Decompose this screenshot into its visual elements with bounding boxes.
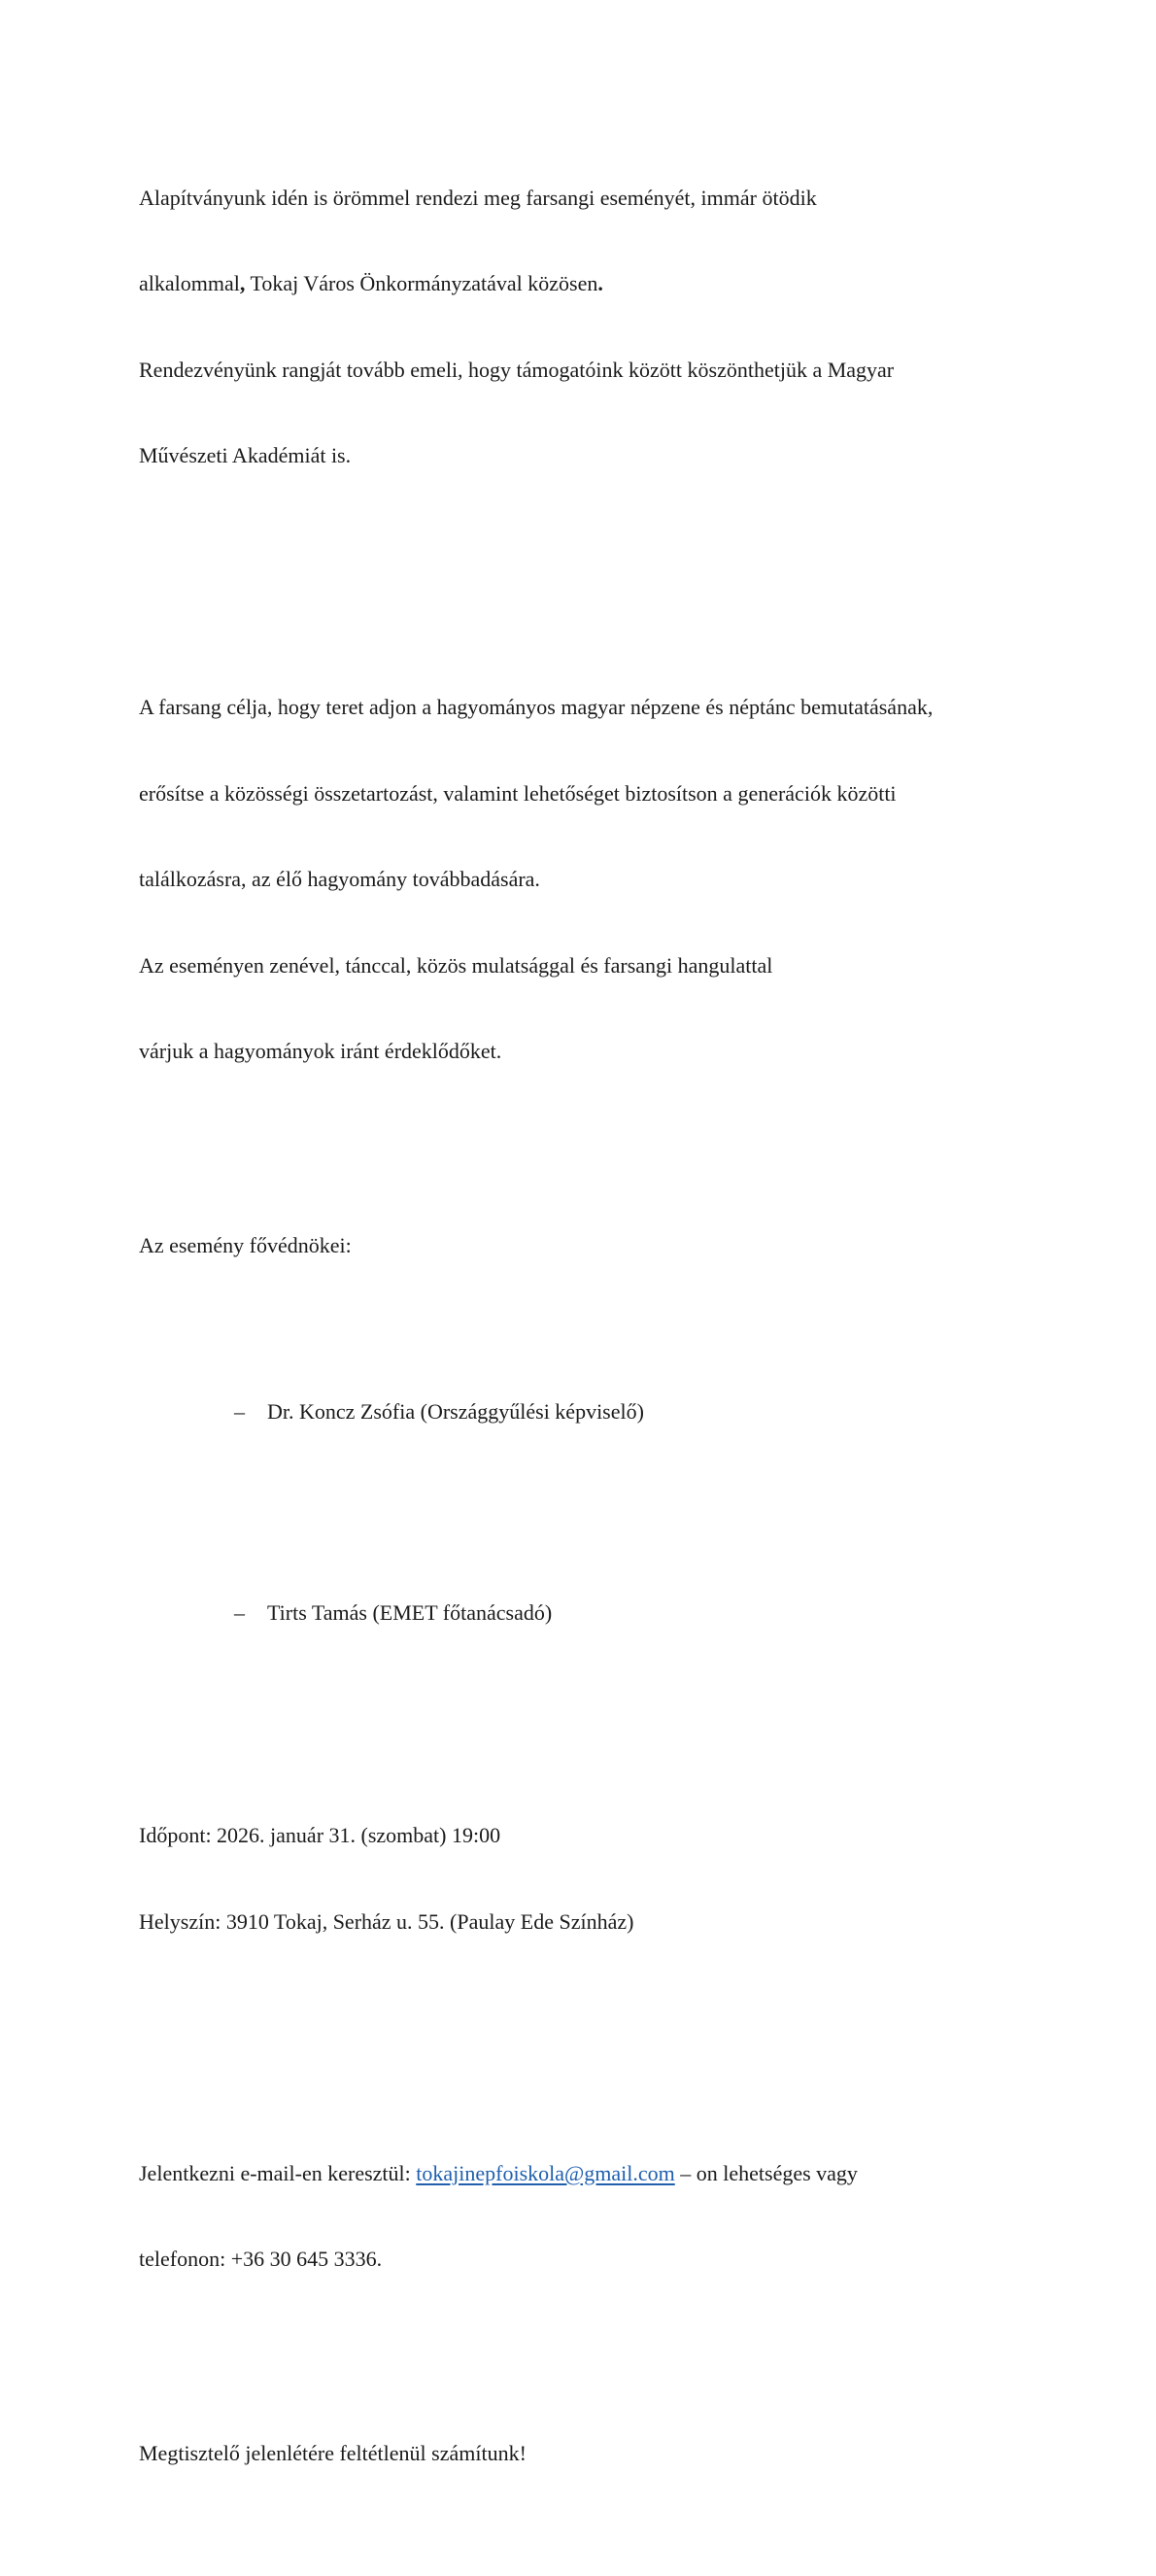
email-link[interactable]: tokajinepfoiskola@gmail.com: [416, 2160, 675, 2185]
purpose-line-5: várjuk a hagyományok iránt érdeklődőket.: [139, 1039, 502, 1063]
contact-text-before-link: Jelentkezni e-mail-en keresztül:: [139, 2160, 417, 2185]
patron-list-item: [139, 1569, 1071, 1656]
paragraph-contact: [139, 2102, 1071, 2331]
contact-line-2: telefonon: +36 30 645 3336.: [139, 2247, 383, 2271]
intro-line-3: Rendezvényünk rangját tovább emeli, hogy támogatóink között köszönthetjük a Magyar: [139, 357, 895, 382]
patrons-heading: Az esemény fővédnökei:: [139, 1233, 352, 1257]
paragraph-purpose: [139, 635, 1071, 1123]
purpose-line-2: erősítse a közösségi összetartozást, valamint lehetőséget biztosítson a generációk közötti: [139, 780, 897, 806]
bullet-dash: –: [234, 1599, 245, 1625]
patron-name: Tirts Tamás (EMET főtanácsadó): [267, 1599, 553, 1625]
event-datetime: Időpont: 2026. január 31. (szombat) 19:00: [139, 1823, 501, 1847]
intro-line-2-text: alkalommal: [139, 271, 240, 295]
patron-list-item: [139, 1368, 1071, 1455]
intro-line-2-rest: Tokaj Város Önkormányzatával közösen: [245, 271, 598, 295]
intro-line-4: Művészeti Akadémiát is.: [139, 443, 352, 467]
intro-bold-period: .: [597, 271, 603, 295]
paragraph-event-details: [139, 1764, 1071, 1993]
paragraph-intro: [139, 126, 1071, 528]
closing-line: Megtisztelő jelenlétére feltétlenül számítunk!: [139, 2441, 527, 2465]
intro-line-2: [139, 269, 1071, 298]
intro-line-1: Alapítványunk idén is örömmel rendezi meg farsangi eseményét, immár ötödik: [139, 185, 817, 210]
patron-name: Dr. Koncz Zsófia (Országgyűlési képviselő): [267, 1398, 644, 1424]
purpose-line-3: találkozásra, az élő hagyomány továbbadására.: [139, 867, 540, 891]
contact-text-after-link: – on lehetséges vagy: [674, 2160, 858, 2185]
intro-bold-comma: ,: [239, 271, 246, 295]
document-content: [139, 40, 1071, 2576]
bullet-dash: –: [234, 1398, 245, 1424]
purpose-line-4: Az eseményen zenével, tánccal, közös mulatsággal és farsangi hangulattal: [139, 952, 773, 978]
contact-line-1: [139, 2159, 1071, 2188]
event-location: Helyszín: 3910 Tokaj, Serház u. 55. (Paulay Ede Színház): [139, 1908, 634, 1934]
purpose-line-1: A farsang célja, hogy teret adjon a hagyományos magyar népzene és néptánc bemutatásának,: [139, 695, 934, 719]
